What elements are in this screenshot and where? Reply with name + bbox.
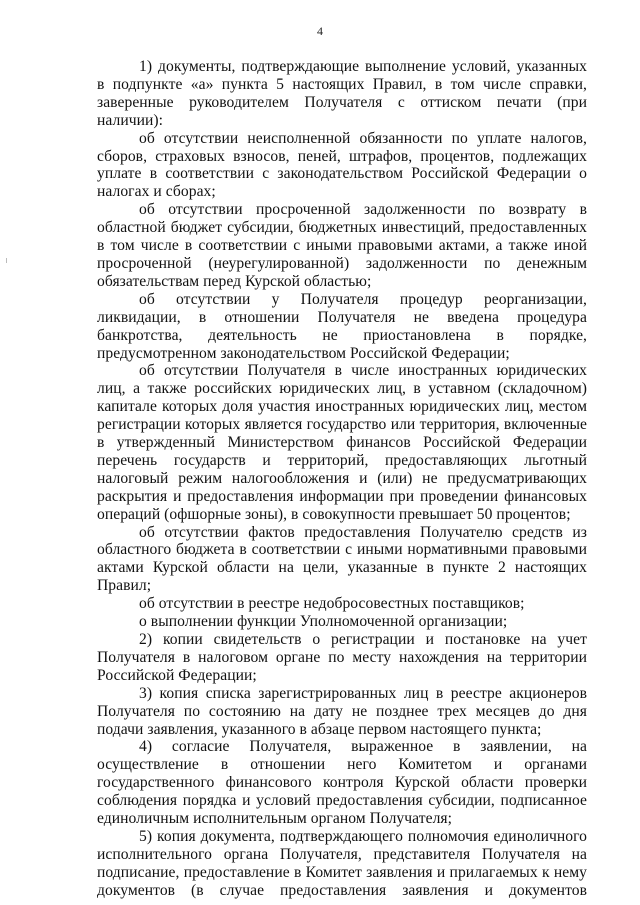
margin-mark <box>6 258 10 263</box>
paragraph-no-overdue-debt: об отсутствии просроченной задолженности по возврату в областной бюджет субсидии, бюджетных инвестиций, предоставленных в том числе в соответствии с иными правовыми актами, а также иной просроченной (неурегулированной) задолженности по денежным обязательствам перед Курской областью; <box>97 201 587 290</box>
paragraph-registration-certificates: 2) копии свидетельств о регистрации и постановке на учет Получателя в налоговом органе по месту нахождения на территории Российской Федерации; <box>97 631 587 684</box>
page-number: 4 <box>317 24 323 38</box>
paragraph-authorized-organization: о выполнении функции Уполномоченной организации; <box>139 613 508 631</box>
document-body <box>97 58 587 900</box>
paragraph-documents-list: 1) документы, подтверждающие выполнение условий, указанных в подпункте «а» пункта 5 настоящих Правил, в том числе справки, заверенные руководителем Получателя с оттиском печати (при наличии): <box>97 58 587 129</box>
paragraph-shareholders-register: 3) копия списка зарегистрированных лиц в реестре акционеров Получателя по состоянию на дату не позднее трех месяцев до дня подачи заявления, указанного в абзаце первом настоящего пункта; <box>97 684 587 738</box>
paragraph-consent-to-inspection: 4) согласие Получателя, выраженное в заявлении, на осуществление в отношении него Комитетом и органами государственного финансового контроля Курской области проверки соблюдения порядка и условий предоставления субсидии, подписанное единоличным исполнительным органом Получателя; <box>97 738 587 828</box>
paragraph-no-tax-debt: об отсутствии неисполненной обязанности по уплате налогов, сборов, страховых взносов, пеней, штрафов, процентов, подлежащих уплате в соответствии с законодательством Российской Федерации о налогах и сборах; <box>97 129 587 201</box>
paragraph-no-unfair-suppliers: об отсутствии в реестре недобросовестных поставщиков; <box>139 595 525 613</box>
paragraph-no-reorganization: об отсутствии у Получателя процедур реорганизации, ликвидации, в отношении Получателя не введена процедура банкротства, деятельность не приостановлена в порядке, предусмотренном законодательством Российской Федерации; <box>97 290 587 362</box>
paragraph-authority-document: 5) копия документа, подтверждающего полномочия единоличного исполнительного органа Получателя, представителя Получателя на подписание, предоставление в Комитет заявления и прилагаемых к нему документов (в случае предоставления заявления и документов <box>97 827 587 899</box>
paragraph-no-foreign-entities: об отсутствии Получателя в числе иностранных юридических лиц, а также российских юридических лиц, в уставном (складочном) капитале которых доля участия иностранных юридических лиц, местом регистрации которых является государство или территория, включенные в утвержденный Министерством финансов Российской Федерации перечень государств и территорий, предоставляющих льготный налоговый режим налогообложения и (или) не предусматривающих раскрытия и предоставления информации при проведении финансовых операций (офшорные зоны), в совокупности превышает 50 процентов; <box>97 362 587 523</box>
paragraph-no-other-funds: об отсутствии фактов предоставления Получателю средств из областного бюджета в соответствии с иными нормативными правовыми актами Курской области на цели, указанные в пункте 2 настоящих Правил; <box>97 523 587 595</box>
